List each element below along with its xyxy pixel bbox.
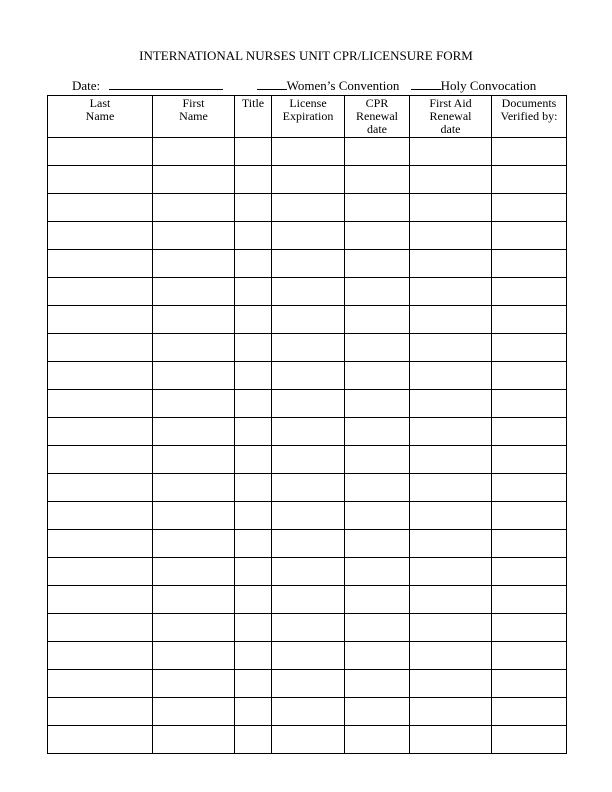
table-cell[interactable] bbox=[272, 474, 345, 502]
table-cell[interactable] bbox=[345, 726, 410, 754]
table-cell[interactable] bbox=[272, 642, 345, 670]
table-row bbox=[48, 474, 567, 502]
table-cell[interactable] bbox=[48, 390, 153, 418]
table-cell[interactable] bbox=[235, 194, 272, 222]
table-row bbox=[48, 726, 567, 754]
table-cell[interactable] bbox=[235, 642, 272, 670]
table-cell[interactable] bbox=[410, 138, 492, 166]
table-cell[interactable] bbox=[153, 222, 235, 250]
header-text: Name bbox=[85, 109, 115, 123]
table-cell[interactable] bbox=[492, 278, 567, 306]
table-cell[interactable] bbox=[48, 306, 153, 334]
table-cell[interactable] bbox=[153, 670, 235, 698]
table-row bbox=[48, 558, 567, 586]
table-cell[interactable] bbox=[153, 362, 235, 390]
header-text: date bbox=[440, 122, 461, 136]
womens-convention-label: Women’s Convention bbox=[286, 78, 400, 93]
table-cell[interactable] bbox=[235, 726, 272, 754]
table-cell[interactable] bbox=[492, 558, 567, 586]
header-text: First bbox=[182, 96, 205, 110]
table-cell[interactable] bbox=[48, 278, 153, 306]
header-text: Renewal bbox=[356, 109, 398, 123]
table-cell[interactable] bbox=[410, 698, 492, 726]
date-field[interactable] bbox=[109, 77, 223, 90]
table-cell[interactable] bbox=[410, 614, 492, 642]
table-cell[interactable] bbox=[492, 334, 567, 362]
table-cell[interactable] bbox=[272, 446, 345, 474]
table-cell[interactable] bbox=[492, 194, 567, 222]
table-row bbox=[48, 138, 567, 166]
table-cell[interactable] bbox=[235, 390, 272, 418]
header-text: Documents bbox=[501, 96, 557, 110]
table-cell[interactable] bbox=[345, 390, 410, 418]
table-cell[interactable] bbox=[235, 418, 272, 446]
table-cell[interactable] bbox=[235, 222, 272, 250]
table-cell[interactable] bbox=[48, 642, 153, 670]
table-row bbox=[48, 614, 567, 642]
table-cell[interactable] bbox=[235, 250, 272, 278]
col-license-expiration bbox=[272, 96, 345, 138]
table-row bbox=[48, 698, 567, 726]
table-cell[interactable] bbox=[492, 726, 567, 754]
table-cell[interactable] bbox=[48, 558, 153, 586]
table-cell[interactable] bbox=[410, 474, 492, 502]
col-documents-verified-by bbox=[492, 96, 567, 138]
table-cell[interactable] bbox=[345, 166, 410, 194]
table-cell[interactable] bbox=[153, 250, 235, 278]
table-cell[interactable] bbox=[272, 558, 345, 586]
date-label: Date: bbox=[72, 78, 101, 93]
table-cell[interactable] bbox=[410, 250, 492, 278]
table-cell[interactable] bbox=[272, 278, 345, 306]
table-cell[interactable] bbox=[153, 698, 235, 726]
col-cpr-renewal-date bbox=[345, 96, 410, 138]
table-cell[interactable] bbox=[410, 726, 492, 754]
table-cell[interactable] bbox=[492, 642, 567, 670]
table-cell[interactable] bbox=[345, 670, 410, 698]
table-cell[interactable] bbox=[48, 250, 153, 278]
table-cell[interactable] bbox=[153, 726, 235, 754]
form-title: INTERNATIONAL NURSES UNIT CPR/LICENSURE FORM bbox=[139, 48, 473, 63]
table-cell[interactable] bbox=[272, 726, 345, 754]
table-cell[interactable] bbox=[153, 474, 235, 502]
table-cell[interactable] bbox=[410, 502, 492, 530]
table-cell[interactable] bbox=[48, 726, 153, 754]
table-cell[interactable] bbox=[492, 614, 567, 642]
table-cell[interactable] bbox=[153, 166, 235, 194]
table-cell[interactable] bbox=[235, 530, 272, 558]
table-cell[interactable] bbox=[345, 306, 410, 334]
table-row bbox=[48, 362, 567, 390]
table-cell[interactable] bbox=[492, 222, 567, 250]
table-cell[interactable] bbox=[492, 362, 567, 390]
table-row bbox=[48, 642, 567, 670]
table-cell[interactable] bbox=[492, 306, 567, 334]
table-cell[interactable] bbox=[153, 642, 235, 670]
header-text: Renewal bbox=[429, 109, 472, 123]
table-cell[interactable] bbox=[345, 222, 410, 250]
table-cell[interactable] bbox=[153, 530, 235, 558]
table-cell[interactable] bbox=[345, 586, 410, 614]
table-cell[interactable] bbox=[48, 614, 153, 642]
table-cell[interactable] bbox=[345, 418, 410, 446]
holy-convocation-label: Holy Convocation bbox=[440, 78, 537, 93]
table-cell[interactable] bbox=[272, 390, 345, 418]
table-cell[interactable] bbox=[235, 278, 272, 306]
table-cell[interactable] bbox=[153, 502, 235, 530]
table-cell[interactable] bbox=[345, 278, 410, 306]
table-cell[interactable] bbox=[410, 446, 492, 474]
table-cell[interactable] bbox=[410, 586, 492, 614]
header-text: Expiration bbox=[282, 109, 334, 123]
table-cell[interactable] bbox=[272, 670, 345, 698]
table-row bbox=[48, 670, 567, 698]
header-text: CPR bbox=[365, 96, 389, 110]
table-cell[interactable] bbox=[410, 194, 492, 222]
table-cell[interactable] bbox=[272, 418, 345, 446]
header-text: Last bbox=[89, 96, 111, 110]
table-row bbox=[48, 390, 567, 418]
table-cell[interactable] bbox=[153, 558, 235, 586]
table-cell[interactable] bbox=[410, 278, 492, 306]
table-cell[interactable] bbox=[235, 502, 272, 530]
table-cell[interactable] bbox=[48, 586, 153, 614]
table-cell[interactable] bbox=[235, 138, 272, 166]
header-row bbox=[48, 96, 567, 138]
table-cell[interactable] bbox=[345, 362, 410, 390]
header-text: Verified by: bbox=[500, 109, 558, 123]
table-cell[interactable] bbox=[48, 502, 153, 530]
table-cell[interactable] bbox=[153, 614, 235, 642]
table-row bbox=[48, 194, 567, 222]
table-row bbox=[48, 306, 567, 334]
table-cell[interactable] bbox=[410, 418, 492, 446]
table-cell[interactable] bbox=[153, 418, 235, 446]
womens-convention-checkbox-line[interactable] bbox=[257, 77, 287, 90]
table-cell[interactable] bbox=[345, 474, 410, 502]
col-first-name bbox=[153, 96, 235, 138]
table-cell[interactable] bbox=[48, 670, 153, 698]
table-cell[interactable] bbox=[153, 306, 235, 334]
table-cell[interactable] bbox=[48, 334, 153, 362]
table-cell[interactable] bbox=[410, 306, 492, 334]
table-cell[interactable] bbox=[345, 614, 410, 642]
table-cell[interactable] bbox=[272, 222, 345, 250]
col-title bbox=[235, 96, 272, 138]
table-row bbox=[48, 502, 567, 530]
table-cell[interactable] bbox=[272, 194, 345, 222]
table-cell[interactable] bbox=[492, 670, 567, 698]
table-cell[interactable] bbox=[235, 586, 272, 614]
table-row bbox=[48, 166, 567, 194]
table-cell[interactable] bbox=[153, 586, 235, 614]
table-cell[interactable] bbox=[345, 530, 410, 558]
table-cell[interactable] bbox=[48, 194, 153, 222]
table-cell[interactable] bbox=[235, 306, 272, 334]
col-last-name bbox=[48, 96, 153, 138]
table-cell[interactable] bbox=[48, 138, 153, 166]
table-cell[interactable] bbox=[492, 166, 567, 194]
table-cell[interactable] bbox=[492, 698, 567, 726]
table-cell[interactable] bbox=[272, 250, 345, 278]
table-cell[interactable] bbox=[492, 390, 567, 418]
table-cell[interactable] bbox=[153, 194, 235, 222]
table-cell[interactable] bbox=[235, 334, 272, 362]
table-cell[interactable] bbox=[235, 166, 272, 194]
table-cell[interactable] bbox=[492, 474, 567, 502]
table-cell[interactable] bbox=[272, 166, 345, 194]
header-text: date bbox=[367, 122, 387, 136]
table-cell[interactable] bbox=[153, 278, 235, 306]
table-cell[interactable] bbox=[153, 390, 235, 418]
table-cell[interactable] bbox=[272, 138, 345, 166]
table-cell[interactable] bbox=[345, 502, 410, 530]
header-text: Name bbox=[179, 109, 208, 123]
table-cell[interactable] bbox=[272, 502, 345, 530]
table-cell[interactable] bbox=[153, 138, 235, 166]
table-cell[interactable] bbox=[492, 446, 567, 474]
table-cell[interactable] bbox=[235, 670, 272, 698]
table-cell[interactable] bbox=[153, 334, 235, 362]
table-cell[interactable] bbox=[272, 306, 345, 334]
table-cell[interactable] bbox=[235, 614, 272, 642]
table-cell[interactable] bbox=[410, 222, 492, 250]
table-cell[interactable] bbox=[492, 250, 567, 278]
table-cell[interactable] bbox=[345, 698, 410, 726]
table-cell[interactable] bbox=[410, 166, 492, 194]
table-cell[interactable] bbox=[345, 334, 410, 362]
table-cell[interactable] bbox=[345, 250, 410, 278]
table-cell[interactable] bbox=[48, 362, 153, 390]
table-cell[interactable] bbox=[153, 446, 235, 474]
table-cell[interactable] bbox=[272, 698, 345, 726]
table-row bbox=[48, 222, 567, 250]
table-cell[interactable] bbox=[410, 558, 492, 586]
table-cell[interactable] bbox=[492, 586, 567, 614]
table-cell[interactable] bbox=[48, 474, 153, 502]
table-cell[interactable] bbox=[492, 530, 567, 558]
table-cell[interactable] bbox=[235, 698, 272, 726]
table-cell[interactable] bbox=[48, 166, 153, 194]
table-cell[interactable] bbox=[410, 390, 492, 418]
table-cell[interactable] bbox=[48, 698, 153, 726]
header-text: Title bbox=[241, 96, 265, 110]
table-cell[interactable] bbox=[410, 642, 492, 670]
table-row bbox=[48, 586, 567, 614]
table-cell[interactable] bbox=[272, 586, 345, 614]
table-cell[interactable] bbox=[345, 446, 410, 474]
header-text: First Aid bbox=[429, 96, 472, 110]
table-row bbox=[48, 418, 567, 446]
table-body bbox=[48, 138, 567, 754]
table-row bbox=[48, 250, 567, 278]
table-cell[interactable] bbox=[345, 194, 410, 222]
table-cell[interactable] bbox=[272, 614, 345, 642]
licensure-table bbox=[47, 95, 567, 754]
table-row bbox=[48, 278, 567, 306]
table-cell[interactable] bbox=[492, 138, 567, 166]
table-cell[interactable] bbox=[235, 446, 272, 474]
table-cell[interactable] bbox=[235, 362, 272, 390]
table-cell[interactable] bbox=[410, 670, 492, 698]
table-cell[interactable] bbox=[345, 558, 410, 586]
header-text: License bbox=[289, 96, 327, 110]
holy-convocation-checkbox-line[interactable] bbox=[411, 77, 441, 90]
table-row bbox=[48, 446, 567, 474]
col-first-aid-renewal-date bbox=[410, 96, 492, 138]
table-cell[interactable] bbox=[345, 138, 410, 166]
table-cell[interactable] bbox=[410, 334, 492, 362]
table-row bbox=[48, 530, 567, 558]
table-cell[interactable] bbox=[235, 474, 272, 502]
table-cell[interactable] bbox=[410, 530, 492, 558]
table-cell[interactable] bbox=[48, 222, 153, 250]
table-cell[interactable] bbox=[492, 502, 567, 530]
table-cell[interactable] bbox=[272, 530, 345, 558]
form-meta-line bbox=[72, 77, 536, 94]
table-cell[interactable] bbox=[410, 362, 492, 390]
table-cell[interactable] bbox=[235, 558, 272, 586]
table-cell[interactable] bbox=[48, 446, 153, 474]
table-row bbox=[48, 334, 567, 362]
table-cell[interactable] bbox=[48, 418, 153, 446]
table-cell[interactable] bbox=[48, 530, 153, 558]
table-cell[interactable] bbox=[272, 362, 345, 390]
table-cell[interactable] bbox=[345, 642, 410, 670]
table-cell[interactable] bbox=[492, 418, 567, 446]
table-cell[interactable] bbox=[272, 334, 345, 362]
